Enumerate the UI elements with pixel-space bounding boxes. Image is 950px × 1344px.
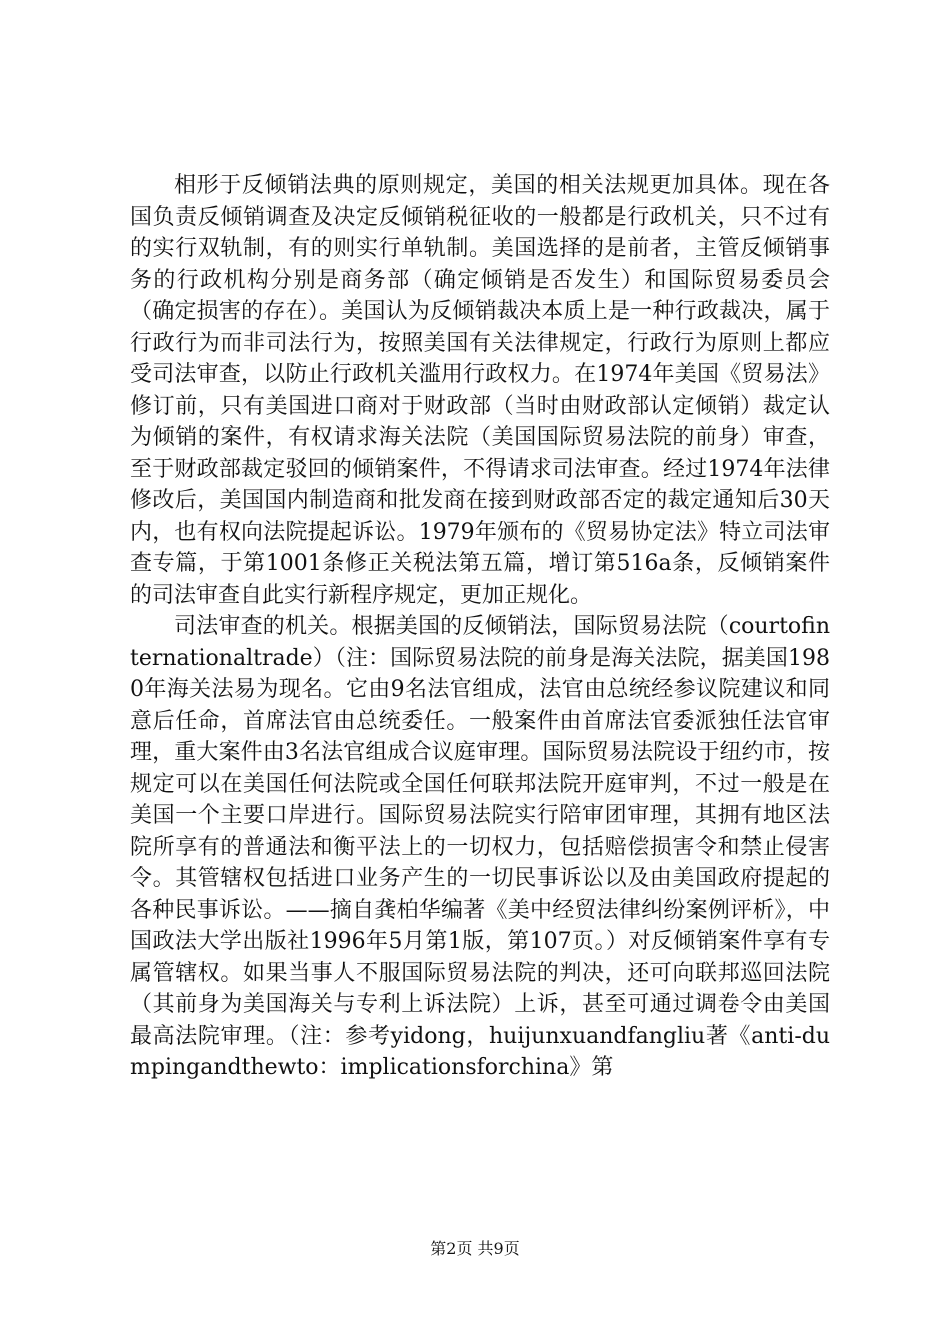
page-footer: 第2页 共9页 (430, 1239, 520, 1258)
document-body (130, 170, 830, 1084)
paragraph-2: 司法审查的机关。根据美国的反倾销法，国际贸易法院（courtofinternationaltrade）（注：国际贸易法院的前身是海关法院，据美国1980年海关法易为现名。它由9名法官组成，法官由总统经参议院建议和同意后任命，首席法官由总统委任。一般案件由首席法官委派独任法官审理，重大案件由3名法官组成合议庭审理。国际贸易法院设于纽约市，按规定可以在美国任何法院或全国任何联邦法院开庭审判，不过一般是在美国一个主要口岸进行。国际贸易法院实行陪审团审理，其拥有地区法院所享有的普通法和衡平法上的一切权力，包括赔偿损害令和禁止侵害令。其管辖权包括进口业务产生的一切民事诉讼以及由美国政府提起的各种民事诉讼。——摘自龚柏华编著《美中经贸法律纠纷案例评析》，中国政法大学出版社1996年5月第1版，第107页。）对反倾销案件享有专属管辖权。如果当事人不服国际贸易法院的判决，还可向联邦巡回法院（其前身为美国海关与专利上诉法院）上诉，甚至可通过调卷令由美国最高法院审理。（注：参考yidong，huijunxuandfangliu著《anti-dumpingandthewto：implicationsforchina》第 (130, 614, 830, 1080)
paragraph-1: 相形于反倾销法典的原则规定，美国的相关法规更加具体。现在各国负责反倾销调查及决定反倾销税征收的一般都是行政机关，只不过有的实行双轨制，有的则实行单轨制。美国选择的是前者，主管反倾销事务的行政机构分别是商务部（确定倾销是否发生）和国际贸易委员会（确定损害的存在）。美国认为反倾销裁决本质上是一种行政裁决，属于行政行为而非司法行为，按照美国有关法律规定，行政行为原则上都应受司法审查，以防止行政机关滥用行政权力。在1974年美国《贸易法》修订前，只有美国进口商对于财政部（当时由财政部认定倾销）裁定认为倾销的案件，有权请求海关法院（美国国际贸易法院的前身）审查，至于财政部裁定驳回的倾销案件，不得请求司法审查。经过1974年法律修改后，美国国内制造商和批发商在接到财政部否定的裁定通知后30天内，也有权向法院提起诉讼。1979年颁布的《贸易协定法》特立司法审查专篇，于第1001条修正关税法第五篇，增订第516a条，反倾销案件的司法审查自此实行新程序规定，更加正规化。 (130, 173, 830, 608)
